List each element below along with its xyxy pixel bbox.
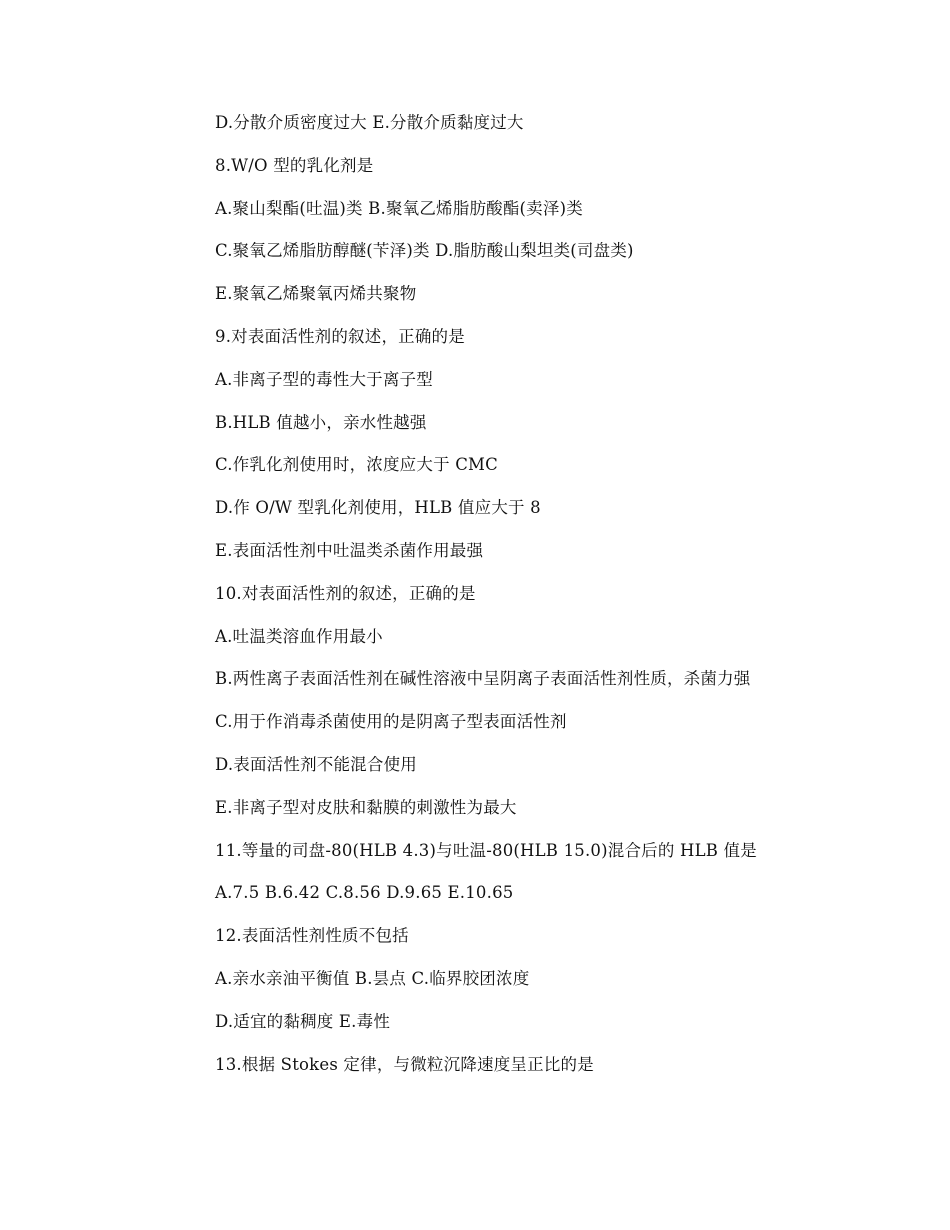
option-9d: D.作 O/W 型乳化剂使用，HLB 值应大于 8 <box>215 498 541 518</box>
option-10e: E.非离子型对皮肤和黏膜的刺激性为最大 <box>215 797 517 817</box>
option-10c: C.用于作消毒杀菌使用的是阴离子型表面活性剂 <box>215 712 567 732</box>
option-line-12abc: A.亲水亲油平衡值 B.昙点 C.临界胶团浓度 <box>215 968 530 988</box>
question-8: 8.W/O 型的乳化剂是 <box>215 155 374 175</box>
option-10b: B.两性离子表面活性剂在碱性溶液中呈阴离子表面活性剂性质，杀菌力强 <box>215 669 751 689</box>
option-line-8cd: C.聚氧乙烯脂肪醇醚(苄泽)类 D.脂肪酸山梨坦类(司盘类) <box>215 241 634 261</box>
question-12: 12.表面活性剂性质不包括 <box>215 926 409 946</box>
question-9: 9.对表面活性剂的叙述，正确的是 <box>215 326 465 346</box>
option-line-8ab: A.聚山梨酯(吐温)类 B.聚氧乙烯脂肪酸酯(卖泽)类 <box>215 198 583 218</box>
option-9b: B.HLB 值越小，亲水性越强 <box>215 412 427 432</box>
option-line-12de: D.适宜的黏稠度 E.毒性 <box>215 1011 391 1031</box>
option-9e: E.表面活性剂中吐温类杀菌作用最强 <box>215 540 484 560</box>
document-body <box>215 110 915 1094</box>
option-line-7de: D.分散介质密度过大 E.分散介质黏度过大 <box>215 113 524 132</box>
question-13: 13.根据 Stokes 定律，与微粒沉降速度呈正比的是 <box>215 1054 594 1074</box>
option-10a: A.吐温类溶血作用最小 <box>215 626 383 646</box>
option-9a: A.非离子型的毒性大于离子型 <box>215 369 433 389</box>
option-9c: C.作乳化剂使用时，浓度应大于 CMC <box>215 455 498 475</box>
option-10d: D.表面活性剂不能混合使用 <box>215 754 417 774</box>
option-line-11: A.7.5 B.6.42 C.8.56 D.9.65 E.10.65 <box>215 883 514 903</box>
option-line-8e: E.聚氧乙烯聚氧丙烯共聚物 <box>215 284 417 304</box>
question-11: 11.等量的司盘-80(HLB 4.3)与吐温-80(HLB 15.0)混合后的 HLB 值是 <box>215 840 757 860</box>
question-10: 10.对表面活性剂的叙述，正确的是 <box>215 583 476 603</box>
